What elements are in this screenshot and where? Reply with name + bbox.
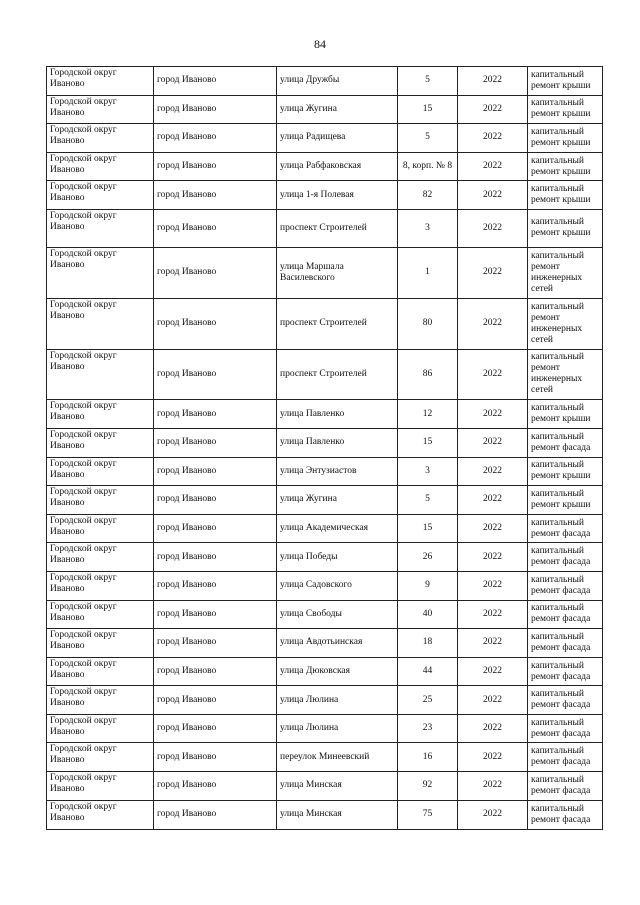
table-row <box>47 600 603 629</box>
city-cell: город Иваново <box>154 181 277 210</box>
city-cell: город Иваново <box>154 800 277 829</box>
work-type-cell: капитальный ремонт фасада <box>528 428 603 457</box>
street-cell: улица Дюковская <box>277 657 398 686</box>
table-row <box>47 209 603 247</box>
house-number-cell: 86 <box>398 349 458 400</box>
city-cell: город Иваново <box>154 743 277 772</box>
work-type-cell: капитальный ремонт инженерных сетей <box>528 247 603 298</box>
city-cell: город Иваново <box>154 95 277 124</box>
house-number-cell: 16 <box>398 743 458 772</box>
district-cell: Городской округ Иваново <box>47 209 154 247</box>
city-cell: город Иваново <box>154 600 277 629</box>
house-number-cell: 12 <box>398 400 458 429</box>
district-cell: Городской округ Иваново <box>47 247 154 298</box>
street-cell: улица Люлина <box>277 686 398 715</box>
year-cell: 2022 <box>458 181 528 210</box>
table-row <box>47 247 603 298</box>
house-number-cell: 82 <box>398 181 458 210</box>
house-number-cell: 44 <box>398 657 458 686</box>
district-cell: Городской округ Иваново <box>47 181 154 210</box>
house-number-cell: 9 <box>398 571 458 600</box>
work-type-cell: капитальный ремонт крыши <box>528 181 603 210</box>
table-row <box>47 714 603 743</box>
table-row <box>47 486 603 515</box>
house-number-cell: 75 <box>398 800 458 829</box>
district-cell: Городской округ Иваново <box>47 152 154 181</box>
year-cell: 2022 <box>458 571 528 600</box>
year-cell: 2022 <box>458 349 528 400</box>
city-cell: город Иваново <box>154 152 277 181</box>
table-row <box>47 124 603 153</box>
work-type-cell: капитальный ремонт крыши <box>528 457 603 486</box>
city-cell: город Иваново <box>154 486 277 515</box>
street-cell: улица Академическая <box>277 514 398 543</box>
work-type-cell: капитальный ремонт фасада <box>528 772 603 801</box>
year-cell: 2022 <box>458 209 528 247</box>
house-number-cell: 1 <box>398 247 458 298</box>
city-cell: город Иваново <box>154 67 277 96</box>
city-cell: город Иваново <box>154 772 277 801</box>
page-number: 84 <box>314 37 326 51</box>
street-cell: улица Садовского <box>277 571 398 600</box>
street-cell: улица Павленко <box>277 428 398 457</box>
year-cell: 2022 <box>458 67 528 96</box>
district-cell: Городской округ Иваново <box>47 629 154 658</box>
street-cell: проспект Строителей <box>277 209 398 247</box>
table-row <box>47 543 603 572</box>
table-row <box>47 571 603 600</box>
district-cell: Городской округ Иваново <box>47 95 154 124</box>
city-cell: город Иваново <box>154 657 277 686</box>
house-number-cell: 15 <box>398 428 458 457</box>
house-number-cell: 25 <box>398 686 458 715</box>
year-cell: 2022 <box>458 686 528 715</box>
street-cell: улица Жугина <box>277 486 398 515</box>
street-cell: улица Маршала Василевского <box>277 247 398 298</box>
table-row <box>47 457 603 486</box>
district-cell: Городской округ Иваново <box>47 714 154 743</box>
year-cell: 2022 <box>458 247 528 298</box>
table-row <box>47 400 603 429</box>
street-cell: улица Дружбы <box>277 67 398 96</box>
table-row <box>47 772 603 801</box>
street-cell: улица Свободы <box>277 600 398 629</box>
street-cell: переулок Минеевский <box>277 743 398 772</box>
city-cell: город Иваново <box>154 514 277 543</box>
work-type-cell: капитальный ремонт фасада <box>528 543 603 572</box>
street-cell: улица Победы <box>277 543 398 572</box>
district-cell: Городской округ Иваново <box>47 743 154 772</box>
work-type-cell: капитальный ремонт фасада <box>528 657 603 686</box>
work-type-cell: капитальный ремонт фасада <box>528 629 603 658</box>
city-cell: город Иваново <box>154 543 277 572</box>
district-cell: Городской округ Иваново <box>47 67 154 96</box>
district-cell: Городской округ Иваново <box>47 686 154 715</box>
district-cell: Городской округ Иваново <box>47 772 154 801</box>
district-cell: Городской округ Иваново <box>47 457 154 486</box>
city-cell: город Иваново <box>154 571 277 600</box>
city-cell: город Иваново <box>154 298 277 349</box>
work-type-cell: капитальный ремонт фасада <box>528 743 603 772</box>
year-cell: 2022 <box>458 600 528 629</box>
table-row <box>47 686 603 715</box>
city-cell: город Иваново <box>154 247 277 298</box>
district-cell: Городской округ Иваново <box>47 600 154 629</box>
district-cell: Городской округ Иваново <box>47 514 154 543</box>
house-number-cell: 18 <box>398 629 458 658</box>
work-type-cell: капитальный ремонт фасада <box>528 514 603 543</box>
year-cell: 2022 <box>458 800 528 829</box>
city-cell: город Иваново <box>154 428 277 457</box>
work-type-cell: капитальный ремонт крыши <box>528 209 603 247</box>
work-type-cell: капитальный ремонт крыши <box>528 124 603 153</box>
city-cell: город Иваново <box>154 400 277 429</box>
work-type-cell: капитальный ремонт фасада <box>528 800 603 829</box>
table-row <box>47 349 603 400</box>
work-type-cell: капитальный ремонт фасада <box>528 714 603 743</box>
house-number-cell: 80 <box>398 298 458 349</box>
district-cell: Городской округ Иваново <box>47 428 154 457</box>
work-type-cell: капитальный ремонт фасада <box>528 686 603 715</box>
district-cell: Городской округ Иваново <box>47 349 154 400</box>
table-row <box>47 152 603 181</box>
house-number-cell: 5 <box>398 486 458 515</box>
table-row <box>47 428 603 457</box>
district-cell: Городской округ Иваново <box>47 657 154 686</box>
street-cell: улица Минская <box>277 772 398 801</box>
work-type-cell: капитальный ремонт крыши <box>528 95 603 124</box>
table-row <box>47 629 603 658</box>
table-row <box>47 181 603 210</box>
district-cell: Городской округ Иваново <box>47 400 154 429</box>
table-body <box>47 67 603 830</box>
house-number-cell: 8, корп. № 8 <box>398 152 458 181</box>
house-number-cell: 15 <box>398 95 458 124</box>
table-row <box>47 657 603 686</box>
house-number-cell: 23 <box>398 714 458 743</box>
year-cell: 2022 <box>458 457 528 486</box>
city-cell: город Иваново <box>154 124 277 153</box>
year-cell: 2022 <box>458 543 528 572</box>
work-type-cell: капитальный ремонт фасада <box>528 571 603 600</box>
work-type-cell: капитальный ремонт крыши <box>528 400 603 429</box>
district-cell: Городской округ Иваново <box>47 800 154 829</box>
city-cell: город Иваново <box>154 349 277 400</box>
city-cell: город Иваново <box>154 686 277 715</box>
year-cell: 2022 <box>458 743 528 772</box>
district-cell: Городской округ Иваново <box>47 543 154 572</box>
table-row <box>47 743 603 772</box>
table-row <box>47 298 603 349</box>
house-number-cell: 26 <box>398 543 458 572</box>
work-type-cell: капитальный ремонт крыши <box>528 67 603 96</box>
house-number-cell: 5 <box>398 124 458 153</box>
year-cell: 2022 <box>458 714 528 743</box>
street-cell: улица Павленко <box>277 400 398 429</box>
city-cell: город Иваново <box>154 714 277 743</box>
repair-schedule-table <box>46 66 603 830</box>
year-cell: 2022 <box>458 152 528 181</box>
year-cell: 2022 <box>458 486 528 515</box>
year-cell: 2022 <box>458 95 528 124</box>
table-row <box>47 514 603 543</box>
year-cell: 2022 <box>458 657 528 686</box>
house-number-cell: 3 <box>398 209 458 247</box>
house-number-cell: 40 <box>398 600 458 629</box>
street-cell: проспект Строителей <box>277 349 398 400</box>
work-type-cell: капитальный ремонт крыши <box>528 152 603 181</box>
year-cell: 2022 <box>458 400 528 429</box>
work-type-cell: капитальный ремонт инженерных сетей <box>528 298 603 349</box>
district-cell: Городской округ Иваново <box>47 571 154 600</box>
table-row <box>47 67 603 96</box>
house-number-cell: 92 <box>398 772 458 801</box>
street-cell: улица Рабфаковская <box>277 152 398 181</box>
district-cell: Городской округ Иваново <box>47 486 154 515</box>
work-type-cell: капитальный ремонт крыши <box>528 486 603 515</box>
work-type-cell: капитальный ремонт фасада <box>528 600 603 629</box>
city-cell: город Иваново <box>154 629 277 658</box>
year-cell: 2022 <box>458 298 528 349</box>
street-cell: улица Жугина <box>277 95 398 124</box>
house-number-cell: 3 <box>398 457 458 486</box>
street-cell: улица 1-я Полевая <box>277 181 398 210</box>
work-type-cell: капитальный ремонт инженерных сетей <box>528 349 603 400</box>
street-cell: проспект Строителей <box>277 298 398 349</box>
city-cell: город Иваново <box>154 457 277 486</box>
street-cell: улица Минская <box>277 800 398 829</box>
year-cell: 2022 <box>458 514 528 543</box>
year-cell: 2022 <box>458 629 528 658</box>
city-cell: город Иваново <box>154 209 277 247</box>
year-cell: 2022 <box>458 772 528 801</box>
year-cell: 2022 <box>458 428 528 457</box>
house-number-cell: 15 <box>398 514 458 543</box>
street-cell: улица Люлина <box>277 714 398 743</box>
house-number-cell: 5 <box>398 67 458 96</box>
district-cell: Городской округ Иваново <box>47 124 154 153</box>
table-row <box>47 95 603 124</box>
district-cell: Городской округ Иваново <box>47 298 154 349</box>
street-cell: улица Авдотьинская <box>277 629 398 658</box>
street-cell: улица Энтузиастов <box>277 457 398 486</box>
street-cell: улица Радищева <box>277 124 398 153</box>
year-cell: 2022 <box>458 124 528 153</box>
table-row <box>47 800 603 829</box>
